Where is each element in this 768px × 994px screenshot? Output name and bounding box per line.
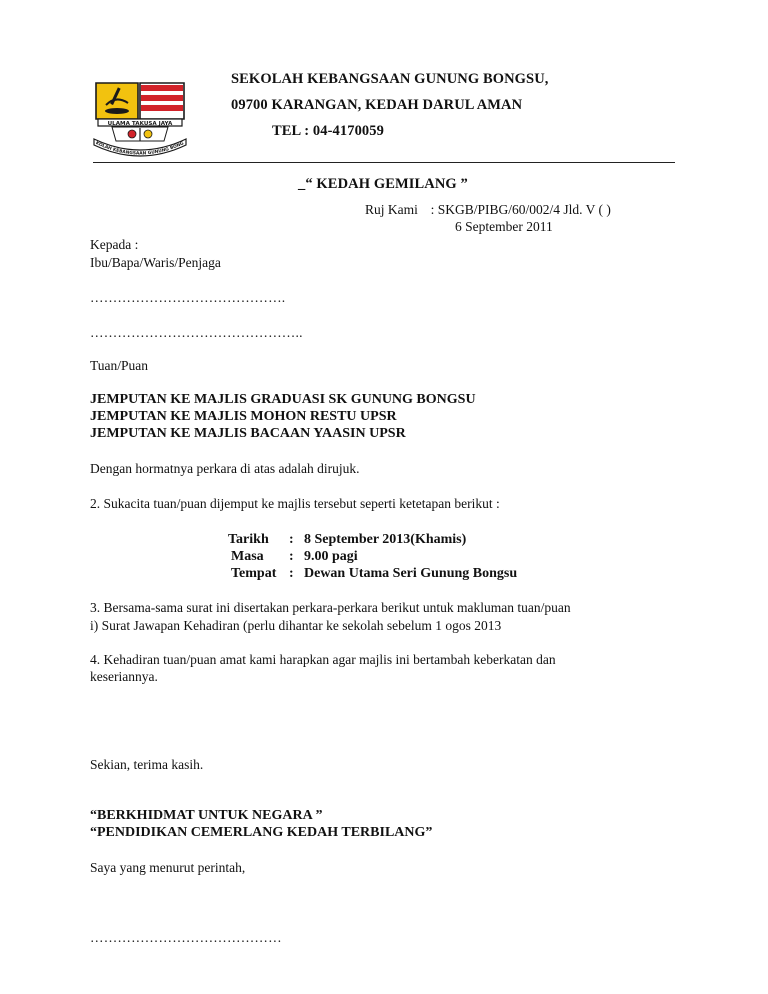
event-value: 8 September 2013(Khamis) — [304, 532, 467, 547]
school-address: 09700 KARANGAN, KEDAH DARUL AMAN — [231, 97, 523, 113]
salutation: Tuan/Puan — [90, 358, 149, 373]
event-value: Dewan Utama Seri Gunung Bongsu — [304, 566, 518, 581]
paragraph-4-line-2: keseriannya. — [90, 669, 158, 684]
subject-line-3: JEMPUTAN KE MAJLIS BACAAN YAASIN UPSR — [90, 426, 406, 441]
paragraph-3-item: i) Surat Jawapan Kehadiran (perlu dihantar ke sekolah sebelum 1 ogos 2013 — [90, 618, 502, 633]
subject-line-2: JEMPUTAN KE MAJLIS MOHON RESTU UPSR — [90, 409, 397, 424]
motto: _“ KEDAH GEMILANG ” — [298, 176, 468, 192]
event-separator: : — [289, 549, 294, 564]
event-label: Tarikh — [228, 532, 269, 547]
event-separator: : — [289, 532, 294, 547]
recipient-dots-line-2: ……………………………………….. — [90, 325, 303, 340]
paragraph-1: Dengan hormatnya perkara di atas adalah dirujuk. — [90, 461, 360, 476]
recipient-to: Ibu/Bapa/Waris/Penjaga — [90, 255, 221, 270]
paragraph-3: 3. Bersama-sama surat ini disertakan perkara-perkara berikut untuk makluman tuan/puan — [90, 600, 571, 615]
letterhead-divider — [93, 162, 675, 163]
sign-off: Saya yang menurut perintah, — [90, 860, 246, 875]
school-name: SEKOLAH KEBANGSAAN GUNUNG BONGSU, — [231, 71, 549, 87]
paragraph-4-line-1: 4. Kehadiran tuan/puan amat kami harapkan agar majlis ini bertambah keberkatan dan — [90, 652, 556, 667]
event-row-venue — [228, 565, 517, 582]
logo-banner-text: ULAMA TAKUSA JAYA — [107, 121, 173, 127]
event-value: 9.00 pagi — [304, 549, 358, 564]
event-details-table — [228, 531, 517, 582]
slogan-2: “PENDIDIKAN CEMERLANG KEDAH TERBILANG” — [90, 825, 433, 840]
signature-dots-line: …………………………………… — [90, 930, 282, 945]
reference-line — [365, 202, 611, 218]
recipient-kepada: Kepada : — [90, 237, 139, 252]
event-label: Tempat — [231, 566, 277, 581]
recipient-dots-line-1: ……………………………………. — [90, 290, 286, 305]
letter-date: 6 September 2011 — [455, 219, 553, 234]
school-crest-logo — [88, 75, 192, 161]
paragraph-2: 2. Sukacita tuan/puan dijemput ke majlis tersebut seperti ketetapan berikut : — [90, 496, 500, 511]
subject-line-1: JEMPUTAN KE MAJLIS GRADUASI SK GUNUNG BONGSU — [90, 392, 476, 407]
event-row-date — [228, 531, 517, 548]
event-label: Masa — [231, 549, 264, 564]
school-telephone: TEL : 04-4170059 — [272, 123, 384, 139]
event-separator: : — [289, 566, 294, 581]
reference-value: : SKGB/PIBG/60/002/4 Jld. V ( ) — [430, 202, 611, 217]
event-row-time — [228, 548, 517, 565]
logo-ribbon-text: KOLAH KEBANGSAAN GUNUNG BONG — [94, 141, 185, 157]
closing-thanks: Sekian, terima kasih. — [90, 757, 204, 772]
reference-label: Ruj Kami — [365, 202, 418, 217]
slogan-1: “BERKHIDMAT UNTUK NEGARA ” — [90, 808, 323, 823]
